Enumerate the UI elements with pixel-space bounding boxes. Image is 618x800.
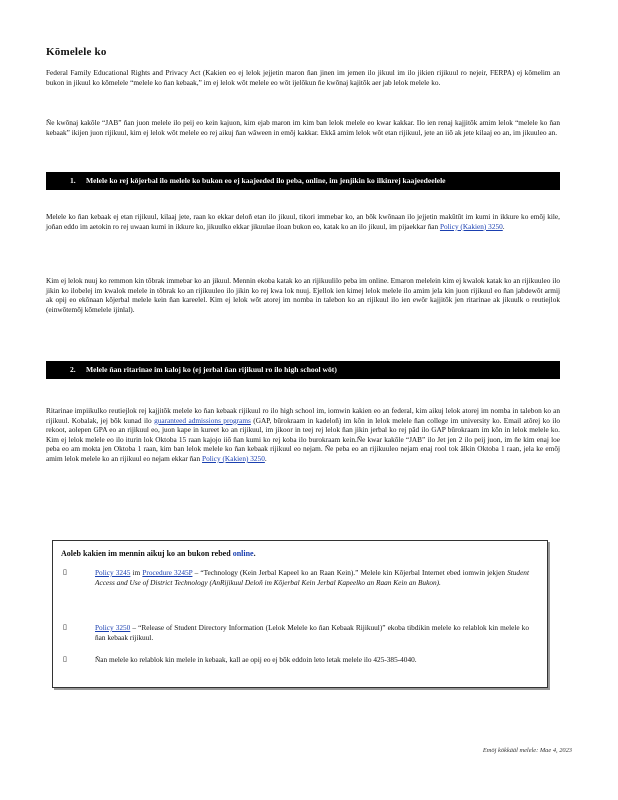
- policy-3245-link[interactable]: Policy 3245: [95, 568, 131, 577]
- bullet-icon: ▯: [63, 655, 67, 663]
- section-1-paragraph-1: Melele ko ñan kebaak ej etan rijikuul, kilaaj jete, raan ko ekkar deloñ etan ilo jikuul, tikori immebar ko, an bōk kwōnaan ilo jejjetin makūtūt im kumi in ikkure ko emōj kile, joñan eddo im aetokin ro rej uwaan kumi in ikkure ko, jikuulko ekkar jikuulae iloan bukon eo, katak ko an ilo jikuul, im pijaekkar ñan Policy (Kakien) 3250.: [46, 212, 560, 231]
- resource-item-3: ▯ Ñan melele ko relablok kin melele in kebaak, kall ae opij eo ej bōk eddoin leto letak melele ilo 425-385-4040.: [63, 655, 417, 664]
- section-1-paragraph-2: Kim ej lelok nuuj ko remmon kin tōbrak immebar ko an jikuul. Mennin ekoba katak ko an rijikuulilo peba im online. Emaron melelein kim ej kwalok katak ko an rijikuuleo ilo jikin ko ilobelej im kwalok melele in tōbrak ko an rijikuuleo ilo jikin ko rej kwa lok nuuj. Ejellok ien kimej lelok melele ilo amim jela kin juon rijikuul eo ñan jabdewōt armij ak opij eo ekōnaan kōjerbal melele kein ñan kareelel. Kim ej lelok wōt atorej im nomba in talebon ko an rijikuul ilo ien ewōr kajjitōk jen ritarinae ak jikuulk o reutiejlok (einwōtemōj kōmelele ijinlal).: [46, 276, 560, 314]
- resources-box: [52, 540, 548, 688]
- online-link[interactable]: online: [232, 549, 254, 558]
- resource-item-2: ▯ Policy 3250 – “Release of Student Directory Information (Lelok Melele ko ñan Kebaak Rijikuul)” ekoba tibdikin melele ko relablok kin melele ko ñan kebaak rijikuul.: [63, 623, 529, 642]
- section-1-header: [46, 172, 560, 190]
- intro-paragraph-2: Ñe kwōnaj kakōle “JAB” ñan juon melele ilo peij eo kein kajuon, kim ejab maron im kim ban lelok melele eo kwar kakkar. Ilo ien renaj kajjitōk amim lelok “melele ko ñan kebaak” ikijen juon rijikuul, kim ej lelok wōt melele eo rej aikuj ñan wāween in emōj kakkar. Ekkā amim lelok wōt etan rijikuul, jete an iiō ak jete kilaaj eo an, im jikuuleo an.: [46, 118, 560, 137]
- section-2-paragraph: Ritarinae impiikulko reutiejlok rej kajjitōk melele ko ñan kebaak rijikuul ro ilo high school im, iomwin kakien eo an federal, kim aikuj lelok atorej im nomba in talebon ko an rijikuul. Kobalak, jej bōk kunad ilo guaranteed admissions programs (GAP, būrokraam in kadeloñ) im kōn in lelok melele ñan college im university ko. Email atōrej ko ilo rekoot, aolepen GPA eo an rijikuul eo, juon kape in kureet ko an rijikuul, im jikoor in teej rej lelok ñan jikin jerbal ko rej pād ilo GAP būrokraam im kōn in lelok melele ko. Kim ej lelok melele eo ilo iturin lok Oktoba 15 raan kajojo iiō ñan kumi ko rej koba ilo burokraam kein.Ñe kwar kakōle “JAB” ilo Jet jen 2 ilo peij juon, im ñe kim enaj loe peba eo am mokta jen Oktoba 1 raan, kim ban lelok melele ko ñan kebaak rijikuul eo nejam. Ñe peba eo an rijikuuleo nejam enaj rool tok ālkin Oktoba 1 raan, jela ke emōj amim lelok melele ko an rijikuul eo nejam ekkar ñan Policy (Kakien) 3250.: [46, 406, 561, 463]
- section-2-number: 2.: [70, 365, 76, 374]
- resource-item-1: ▯ Policy 3245 im Procedure 3245P – “Technology (Kein Jerbal Kapeel ko an Raan Kein).” Melele kin Kōjerbal Internet ebed iomwin jekjen Student Access and Use of District Technology (AnRijikuul Deloñ im Kōjerbal Kein Jerbal Kapeelko an Raan Kein an Bukon).: [63, 568, 529, 587]
- section-2-header: [46, 361, 560, 379]
- bullet-icon: ▯: [63, 623, 67, 631]
- resources-box-title: Aoleb kakien im mennin aikuj ko an bukon rebed online.: [61, 549, 256, 558]
- document-title: Kōmelele ko: [46, 46, 107, 58]
- gap-programs-link[interactable]: guaranteed admissions programs: [154, 415, 251, 425]
- bullet-icon: ▯: [63, 568, 67, 576]
- policy-3250-link[interactable]: Policy (Kakien) 3250: [439, 221, 503, 231]
- policy-3250-link-2[interactable]: Policy (Kakien) 3250: [202, 453, 265, 463]
- section-1-number: 1.: [70, 176, 76, 185]
- intro-paragraph-1: Federal Family Educational Rights and Privacy Act (Kakien eo ej lelok jejjetin maron ñan jinen im jemen ilo jikuul im ilo jikien rijikuul ro nejeir, FERPA) ej kōmelim an bukon in jikuul ko kōmelele “melele ko ñan kebaak,” im ej lelok wōt melele eo wōt ijelōkun ñe kwōnaj kajitōk aer jab lelok melele ko.: [46, 68, 560, 87]
- revision-date-footer: Emōj kōkkāāl melele: Mae 4, 2023: [482, 747, 572, 754]
- section-1-title: Melele ko rej kōjerbal ilo melele ko bukon eo ej kaajeeded ilo peba, online, im jenjikin ko ilkinrej kaajeedeelele: [86, 176, 446, 185]
- procedure-3245p-link[interactable]: Procedure 3245P: [142, 568, 193, 577]
- section-2-title: Melele ñan ritarinae im kaloj ko (ej jerbal ñan rijikuul ro ilo high school wōt): [86, 365, 337, 374]
- policy-3250-link-3[interactable]: Policy 3250: [95, 623, 131, 632]
